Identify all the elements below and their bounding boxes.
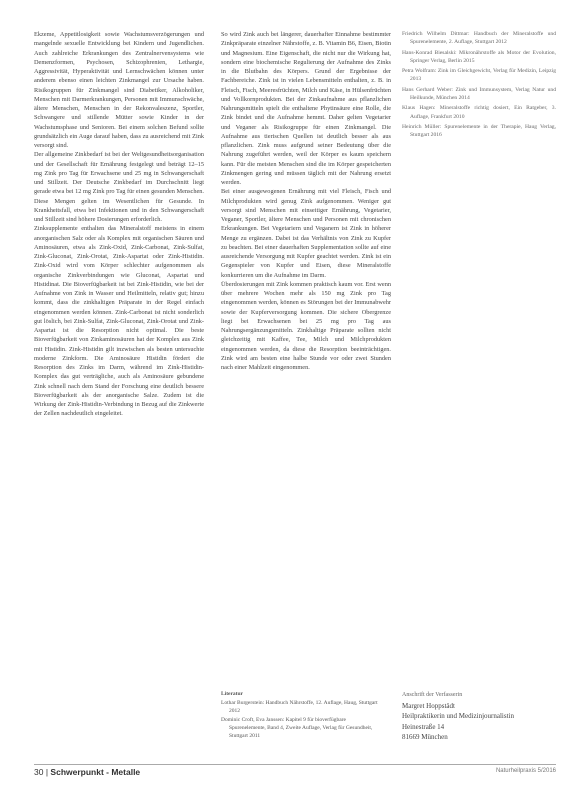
- author-heading: Anschrift der Verfasserin: [402, 692, 463, 698]
- reference-item: Klaus Hagen: Mineralstoffe richtig dosiert, Ein Ratgeber, 3. Auflage, Frankfurt 2010: [402, 105, 556, 120]
- page-number: 30: [34, 767, 44, 777]
- body-column-2: [221, 30, 391, 720]
- paragraph: Ekzeme, Appetitlosigkeit sowie Wachstumsverzögerungen und mangelnde sexuelle Entwicklung bei Kindern und Jugendlichen. Auch zahlreiche Erkrankungen des Zentralnervensystems wie Demenzformen, Psychosen, Schizophrenien, Lethargie, Aggressivität, Hyperaktivität und Lernschwächen können unter anderem ebenso einen leichten Zinkmangel zur Ursache haben. Risikogruppen für Zinkmangel sind Diabetiker, Alkoholiker, Menschen mit Darmerkrankungen, Personen mit Immunschwäche, ältere Menschen, Menschen in der Rekonvaleszenz, Sportler, Schwangere und stillende Mütter sowie Kinder in der Wachstumsphase und Senioren. Bei einem solchen Befund sollte grundsätzlich ein Auge darauf haben, dass zu ausreichend mit Zink versorgt sind.: [34, 31, 204, 149]
- author-name: Margret Hoppstädt: [402, 701, 455, 710]
- reference-item: Petra Wolfram: Zink im Gleichgewicht, Verlag für Medizin, Leipzig 2013: [402, 68, 556, 83]
- paragraph: Bei einer ausgewogenen Ernährung mit viel Fleisch, Fisch und Milchprodukten wird genug Zink aufgenommen. Weniger gut versorgt sind Menschen mit einseitiger Ernährung, Vegetarier, Veganer, Sportler, ältere Menschen und Personen mit chronischen Erkrankungen. Bei Vegetariern und Veganern ist Zink in höherer Menge zu ergänzen. Dabei ist das Verhältnis von Zink zu Kupfer zu beachten. Bei einer dauerhaften Supplementation sollte auf eine ausreichende Versorgung mit Kupfer geachtet werden. Zink ist ein Gegenspieler von Kupfer und Eisen, diese Mineralstoffe konkurrieren um die Aufnahme im Darm.: [221, 188, 391, 279]
- author-city: 81669 München: [402, 733, 448, 741]
- paragraph: Überdosierungen mit Zink kommen praktisch kaum vor. Erst wenn über mehrere Wochen mehr als 150 mg Zink pro Tag eingenommen werden, können es Störungen bei der Immunabwehr sowie der Kupferversorgung kommen. Die sichere Obergrenze liegt bei Erwachsenen bei 25 mg pro Tag aus Nahrungsergänzungsmitteln. Zinkhaltige Präparate sollten nicht gleichzeitig mit Kaffee, Tee, Milch und Milchprodukten eingenommen werden, da diese die Resorption beeinträchtigen. Zink wird am besten eine halbe Stunde vor oder zwei Stunden nach einer Mahlzeit eingenommen.: [221, 280, 391, 371]
- references-section: [221, 690, 381, 741]
- paragraph: Zinksupplemente enthalten das Mineralstoff meistens in einem anorganischen Salz oder als Komplex mit organischen Säuren und Aminosäuren, etwa als Zink-Oxid, Zink-Carbonat, Zink-Sulfat, Zink-Gluconat, Zink-Orotat, Zink-Aspartat oder Zink-Histidin. Zink-Oxid wird vom Körper schlechter aufgenommen als organische Zinkverbindungen wie Gluconat, Aspartat und Histidinat. Die Bioverfügbarkeit ist bei Zink-Histidin, wie bei der Aufnahme von Zink in Wasser und Heilmitteln, relativ gut; hinzu kommt, dass die zinkhaltigen Präparate in der Regel einfach eingenommen werden können. Zink-Carbonat ist nicht sonderlich gut löslich, bei Zink-Sulfat, Zink-Gluconat, Zink-Orotat und Zink-Aspartat ist die Resorption nicht optimal. Die beste Bioverfügbarkeit von Zinkaminosäuren hat der Komplex aus Zink mit Histidin. Zink-Histidin gilt inzwischen als besten untersuchte moderne Zinkform. Die Aminosäure Histidin fördert die Resorption des Zinks im Darm, während im Zink-Histidin-Komplex das gut verträgliche, auch als Aminosäure gebundene Zink schnell nach dem Stand der Forschung eine deutlich bessere Bioverfügbarkeit als der anorganische Salze. Zudem ist die Wirkung der Zink-Histidin-Verbindung in Bezug auf die Zinkwerte der Zellen nachdeutlich eingeleitet.: [34, 225, 204, 418]
- references-heading: Literatur: [221, 691, 243, 697]
- author-address: [402, 690, 562, 743]
- journal-issue: Naturheilpraxis 5/2016: [495, 768, 556, 774]
- footer-separator: |: [45, 767, 51, 777]
- reference-item: Lothar Burgerstein: Handbuch Nährstoffe, 12. Auflage, Haug, Stuttgart 2012: [221, 700, 378, 714]
- reference-item: Hans Gerhard Weber: Zink und Immunsystem, Verlag Natur und Heilkunde, München 2014: [402, 86, 556, 102]
- reference-item: Heinrich Müller: Spurenelemente in der Therapie, Haug Verlag, Stuttgart 2016: [402, 123, 556, 139]
- reference-item: Friedrich Wilhelm Dittmar: Handbuch der Mineralstoffe und Spurenelemente, 2. Auflage, Stuttgart 2012: [402, 31, 556, 46]
- reference-item: Hans-Konrad Biesalski: Mikronährstoffe als Motor der Evolution, Springer Verlag, Berlin 2015: [402, 49, 556, 64]
- paragraph: Der allgemeine Zinkbedarf ist bei der Weltgesundheitsorganisation und der Gesellschaft für Ernährung festgelegt und beträgt 12–15 mg Zink pro Tag für Erwachsene und 25 mg in Schwangerschaft und Stillzeit. Der Deutsche Zinkbedarf im Durchschnitt liegt gerade etwa bei 12 mg Zink pro Tag für einen gesunden Menschen. Diese Mengen gelten im Wesentlichen für Gesunde. In Krankheitsfall, etwa bei Infektionen und in den Schwangerschaft und Stillzeit sind höhere Dosierungen erforderlich.: [34, 151, 204, 223]
- footer-section-label: [34, 767, 140, 777]
- reference-item: Dominic Croft, Eva Janssen: Kapitel 9 für bioverfügbare Spurenelemente, Band 4, Zweite Auflage, Verlag für Gesundheit, Stuttgart 2011: [221, 717, 373, 739]
- reference-column: [402, 30, 556, 290]
- author-title: Heilpraktikerin und Medizinjournalistin: [402, 712, 514, 720]
- body-column-1: [34, 30, 204, 740]
- author-street: Heinestraße 14: [402, 722, 445, 731]
- paragraph: So wird Zink auch bei längerer, dauerhafter Einnahme bestimmter Zinkpräparate einzelner Nährstoffe, z. B. Vitamin B6, Eisen, Biotin und Magnesium. Eine Eigenschaft, die nicht nur die Wirkung hat, sondern eine biochemische Regulierung der Aufnahme des Zinks in die Blutbahn des Körpers. Grund der Ergebnisse der Fachbereiche. Zink ist in vielen Lebensmitteln enthalten, z. B. in Fleisch, Fisch, Meeresfrüchten, Milch und Käse, in Hülsenfrüchten und Vollkornprodukten. Bei der Zinkaufnahme aus pflanzlichen Nahrungsmitteln spielt die enthaltene Phytinsäure eine Rolle, die Zink bindet und die Aufnahme hemmt. Daher gelten Vegetarier und Veganer als Risikogruppe für einen Zinkmangel. Die Aufnahme aus tierischen Quellen ist deutlich besser als aus pflanzlichen. Zink muss aufgrund seiner Bedeutung über die Nahrung zugeführt werden, weil der Körper es kaum speichern kann. Für die meisten Menschen sind die im Körper gespeicherten Zinkmengen gering und müssen täglich mit der Nahrung ersetzt werden.: [221, 31, 391, 186]
- footer-divider: [34, 764, 556, 765]
- section-title: Schwerpunkt - Metalle: [50, 767, 141, 777]
